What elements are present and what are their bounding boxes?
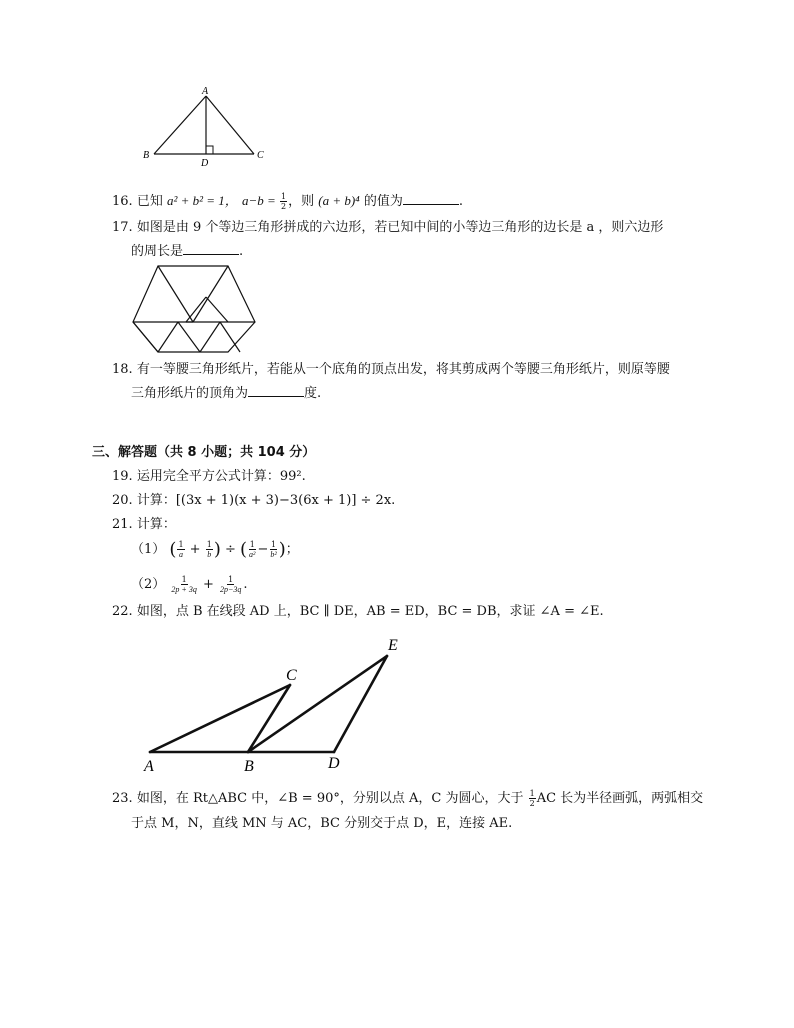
label-b: B <box>244 758 254 775</box>
fraction: $\frac{1}{\text{a²}}$ <box>249 540 256 559</box>
question-22: 22. 如图，点 B 在线段 AD 上，BC ∥ DE，AB = ED，BC = DB，求证 ∠A = ∠E. <box>112 604 604 619</box>
question-17: 17. 如图是由 9 个等边三角形拼成的六边形，若已知中间的小等边三角形的边长是 a ，则六边形 <box>112 220 664 235</box>
label-d: D <box>201 158 209 169</box>
question-18: 18. 有一等腰三角形纸片，若能从一个底角的顶点出发，将其剪成两个等腰三角形纸片，则原等腰 <box>112 362 670 377</box>
question-16: 16. 已知 a² + b² = 1， a−b = $\frac{1}{2}$ ，则 (a + b)⁴ 的值为 . <box>112 192 463 211</box>
triangle-abd-figure <box>140 84 275 169</box>
fraction: $\frac{1}{a}$ <box>178 540 184 559</box>
question-23: 23. 如图，在 Rt△ABC 中，∠B = 90°，分别以点 A，C 为圆心，大于 $\frac{1}{2}$ AC 长为半径画弧，两弧相交 <box>112 789 704 808</box>
question-number: 21. <box>112 517 133 532</box>
figure-q22 <box>138 630 413 775</box>
question-18-line2: 三角形纸片的顶角为 度. <box>131 386 322 401</box>
question-number: 22. <box>112 604 133 619</box>
question-17-line2: 的周长是 . <box>131 244 244 259</box>
question-21-part2: （2） $\frac{1}{2p + 3q}$ + $\frac{1}{2p-3q}$ . <box>131 575 248 594</box>
fraction: $\frac{1}{\text{b²}}$ <box>270 540 277 559</box>
question-20: 20. 计算：[(3x + 1)(x + 3)−3(6x + 1)] ÷ 2x. <box>112 493 396 508</box>
question-21: 21. 计算： <box>112 517 176 532</box>
question-number: 17. <box>112 220 133 235</box>
answer-blank[interactable] <box>183 254 239 255</box>
section-heading: 三、解答题（共 8 小题；共 104 分） <box>92 445 316 460</box>
label-c: C <box>286 667 297 684</box>
question-number: 20. <box>112 493 133 508</box>
fraction: $\frac{1}{2p + 3q}$ <box>171 575 197 594</box>
question-number: 18. <box>112 362 133 377</box>
fraction: $\frac{1}{2p-3q}$ <box>220 575 242 594</box>
question-number: 23. <box>112 791 133 806</box>
answer-blank[interactable] <box>403 204 459 205</box>
question-19: 19. 运用完全平方公式计算：99². <box>112 469 306 484</box>
hexagon-figure <box>128 264 260 356</box>
label-d: D <box>328 755 340 772</box>
fraction: $\frac{1}{2}$ <box>281 192 287 211</box>
label-a: A <box>144 758 154 775</box>
label-a: A <box>202 86 209 97</box>
fraction: $\frac{1}{b}$ <box>206 540 212 559</box>
question-21-part1: （1） ( $\frac{1}{a}$ + $\frac{1}{b}$ ) ÷ ( $\frac{1}{\text{a²}}$ − $\frac{1}{\text{b²}}$ )； <box>131 539 299 560</box>
answer-blank[interactable] <box>248 396 304 397</box>
label-c: C <box>257 150 264 161</box>
question-number: 16. <box>112 194 133 209</box>
label-e: E <box>388 637 398 654</box>
fraction: $\frac{1}{2}$ <box>529 789 535 808</box>
question-23-line2: 于点 M，N，直线 MN 与 AC，BC 分别交于点 D，E，连接 AE. <box>131 816 513 831</box>
label-b: B <box>143 150 150 161</box>
question-number: 19. <box>112 469 133 484</box>
